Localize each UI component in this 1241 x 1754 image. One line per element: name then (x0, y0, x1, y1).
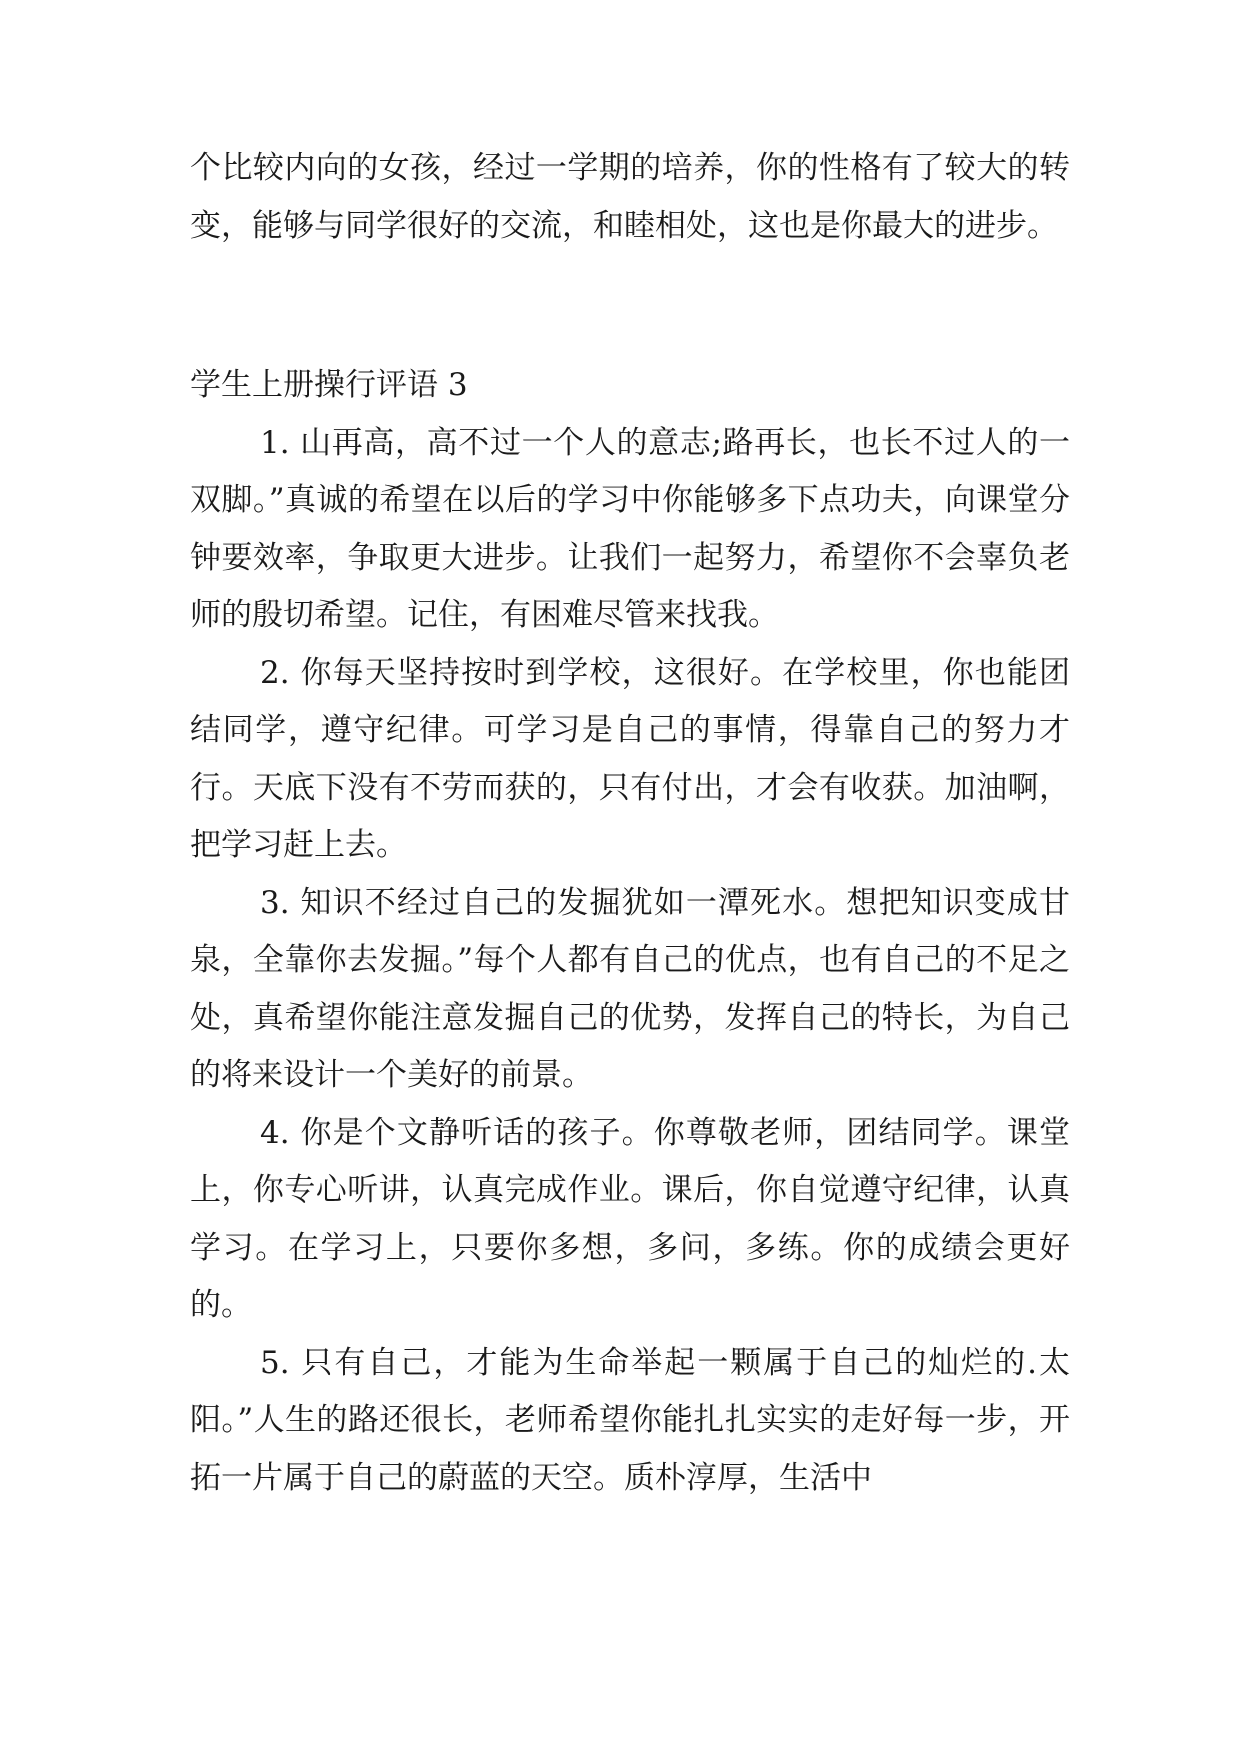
comment-item-1: 1. 山再高，高不过一个人的意志;路再长，也长不过人的一双脚。”真诚的希望在以后的学习中你能够多下点功夫，向课堂分钟要效率，争取更大进步。让我们一起努力，希望你不会辜负老师的殷切希望。记住，有困难尽管来找我。 (190, 424, 1070, 633)
section-block (190, 357, 1070, 1507)
comment-item-3: 3. 知识不经过自己的发掘犹如一潭死水。想把知识变成甘泉，全靠你去发掘。”每个人都有自己的优点，也有自己的不足之处，真希望你能注意发掘自己的优势，发挥自己的特长，为自己的将来设计一个美好的前景。 (190, 884, 1070, 1093)
comment-item-2: 2. 你每天坚持按时到学校，这很好。在学校里，你也能团结同学，遵守纪律。可学习是自己的事情，得靠自己的努力才行。天底下没有不劳而获的，只有付出，才会有收获。加油啊，把学习赶上去。 (190, 654, 1070, 863)
intro-paragraph: 个比较内向的女孩，经过一学期的培养，你的性格有了较大的转变，能够与同学很好的交流，和睦相处，这也是你最大的进步。 (190, 150, 1070, 244)
intro-block (190, 140, 1070, 255)
comment-item-4: 4. 你是个文静听话的孩子。你尊敬老师，团结同学。课堂上，你专心听讲，认真完成作业。课后，你自觉遵守纪律，认真学习。在学习上，只要你多想，多问，多练。你的成绩会更好的。 (190, 1114, 1070, 1323)
comment-item-5: 5. 只有自己，才能为生命举起一颗属于自己的灿烂的.太阳。”人生的路还很长，老师希望你能扎扎实实的走好每一步，开拓一片属于自己的蔚蓝的天空。质朴淳厚，生活中 (190, 1344, 1070, 1496)
section-title: 学生上册操行评语 3 (190, 367, 468, 403)
